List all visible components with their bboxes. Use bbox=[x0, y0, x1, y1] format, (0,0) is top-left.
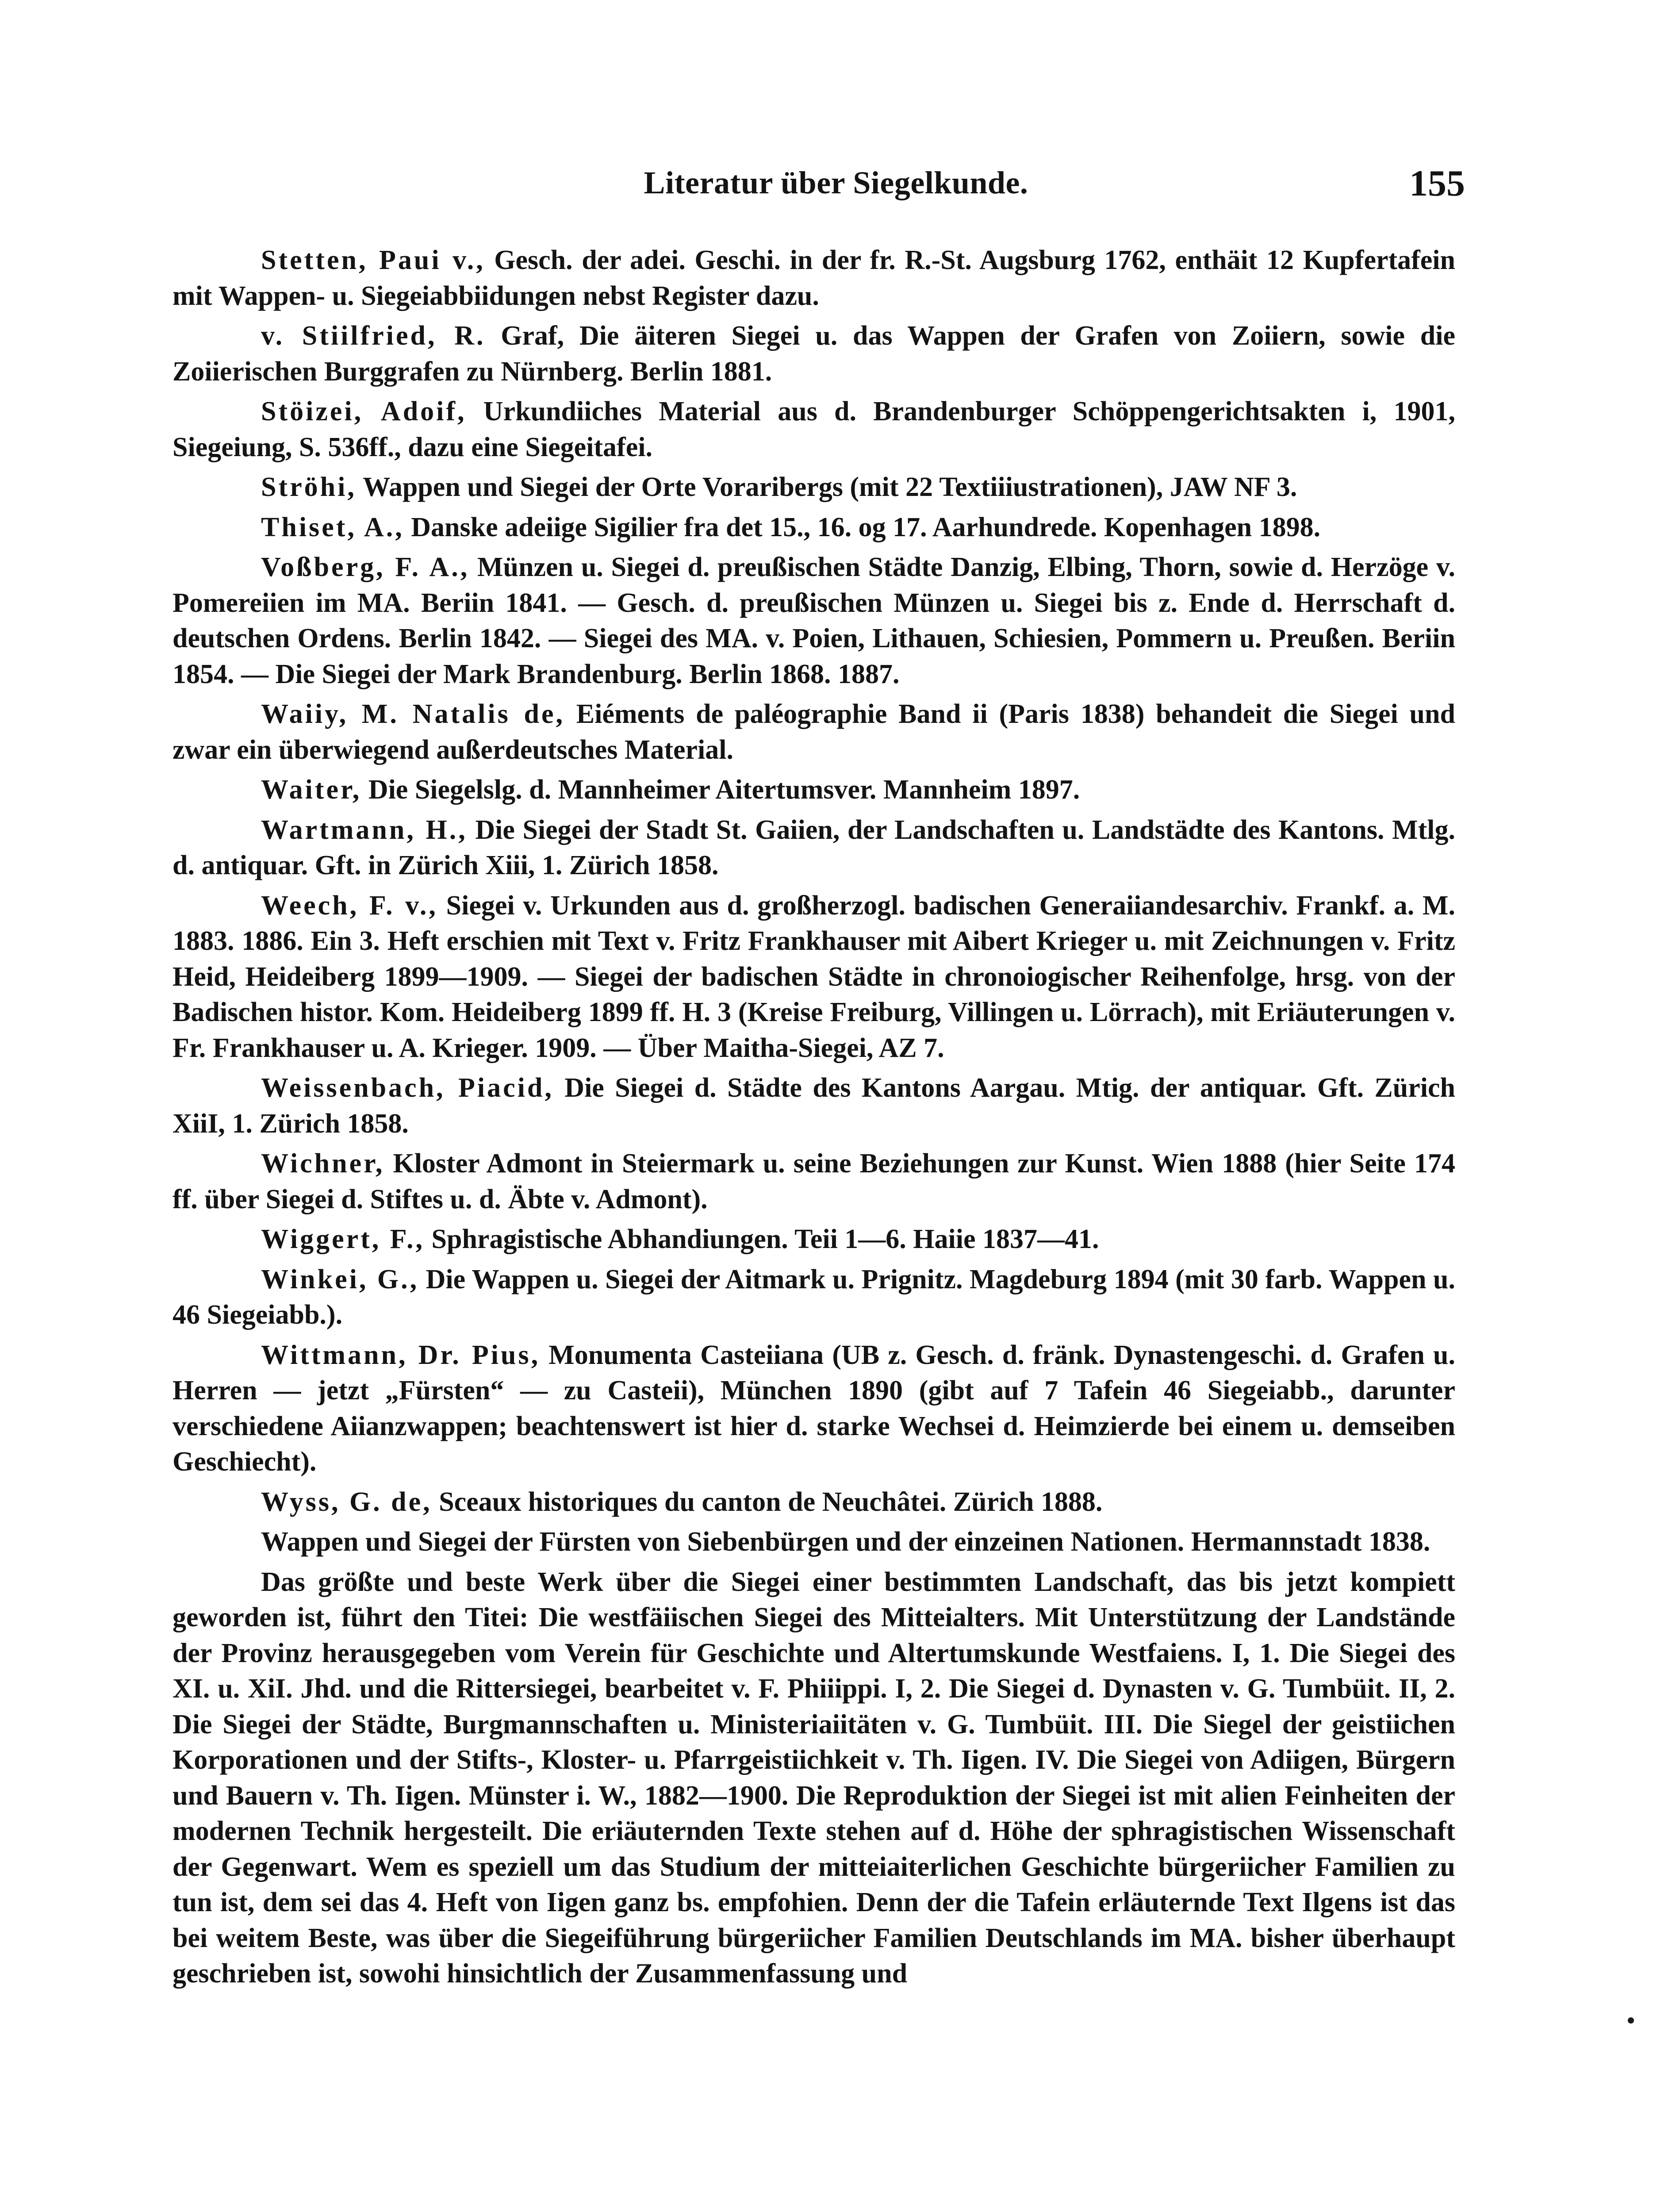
entry-text: Kloster Admont in Steiermark u. seine Beziehungen zur Kunst. Wien 1888 (hier Seite 174 ff. über Siegei d. Stiftes u. d. Äbte v. Admont). bbox=[173, 1148, 1455, 1214]
entry-author: Wiggert, F., bbox=[261, 1224, 425, 1254]
entry-text: Danske adeiige Sigilier fra det 15., 16. og 17. Aarhundrede. Kopenhagen 1898. bbox=[404, 512, 1321, 542]
entry-text: Graf, Die äiteren Siegei u. das Wappen der Grafen von Zoiiern, sowie die Zoiierischen Burggrafen zu Nürnberg. Berlin 1881. bbox=[173, 321, 1455, 387]
bibliography-entry bbox=[173, 1221, 1455, 1257]
entry-text: Wappen und Siegei der Orte Voraribergs (mit 22 Textiiiustrationen), JAW NF 3. bbox=[356, 472, 1297, 502]
bibliography-entry bbox=[173, 549, 1455, 692]
entry-text: Die Siegelslg. d. Mannheimer Aitertumsver. Mannheim 1897. bbox=[361, 775, 1080, 805]
page-number: 155 bbox=[1409, 163, 1465, 204]
entry-text: Eiéments de paléographie Band ii (Paris 1838) behandeit die Siegei und zwar ein überwiegend außerdeutsches Material. bbox=[173, 699, 1455, 765]
bibliography-entry bbox=[173, 812, 1455, 883]
entry-author: v. Stiilfried, R. bbox=[261, 321, 486, 351]
entry-author: Thiset, A., bbox=[261, 512, 404, 542]
page-header bbox=[207, 165, 1465, 222]
bibliography-entry bbox=[173, 888, 1455, 1066]
entry-author: Wittmann, Dr. Pius, bbox=[261, 1340, 541, 1370]
entry-author: Ströhi, bbox=[261, 472, 357, 502]
print-speck bbox=[1628, 2017, 1634, 2024]
bibliography-entry bbox=[173, 1524, 1455, 1560]
entry-author: Weissenbach, Piacid, bbox=[261, 1073, 554, 1103]
entry-text: Die Wappen u. Siegei der Aitmark u. Prignitz. Magdeburg 1894 (mit 30 farb. Wappen u. 46 Siegeiabb.). bbox=[173, 1264, 1455, 1330]
entry-text: Die Siegei d. Städte des Kantons Aargau. Mtig. der antiquar. Gft. Zürich XiiI, 1. Zürich 1858. bbox=[173, 1073, 1455, 1139]
entry-text: Die Siegei der Stadt St. Gaiien, der Landschaften u. Landstädte des Kantons. Mtlg. d. antiquar. Gft. in Zürich Xiii, 1. Zürich 1858. bbox=[173, 814, 1455, 880]
entry-text: Urkundiiches Material aus d. Brandenburger Schöppengerichtsakten i, 1901, Siegeiung, S. 536ff., dazu eine Siegeitafei. bbox=[173, 396, 1455, 462]
running-title: Literatur über Siegelkunde. bbox=[644, 165, 1028, 200]
bibliography-entry bbox=[173, 1146, 1455, 1217]
entry-text: Monumenta Casteiiana (UB z. Gesch. d. fränk. Dynastengeschi. d. Grafen u. Herren — jetzt „Fürsten“ — zu Casteii), München 1890 (gibt auf 7 Tafein 46 Siegeiabb., darunter verschiedene Aiianzwappen; beachtenswert ist hier d. starke Wechsei d. Heimzierde bei einem u. demseiben Geschiecht). bbox=[173, 1340, 1455, 1477]
entry-author: Wichner, bbox=[261, 1148, 385, 1179]
entry-author: Waiiy, M. Natalis de, bbox=[261, 699, 565, 729]
closing-paragraph: Das größte und beste Werk über die Siegei einer bestimmten Landschaft, das bis jetzt kompiett geworden ist, führt den Titei: Die westfäiischen Siegei des Mitteialters. Mit Unterstützung der Landstände der Provinz herausgegeben vom Verein für Geschichte und Altertumskunde Westfaiens. I, 1. Die Siegei des XI. u. XiI. Jhd. und die Rittersiegei, bearbeitet v. F. Phiiippi. I, 2. Die Siegei d. Dynasten v. G. Tumbüit. II, 2. Die Siegei der Städte, Burgmannschaften u. Ministeriaiitäten v. G. Tumbüit. III. Die Siegel der geistiichen Korporationen und der Stifts-, Kloster- u. Pfarrgeistiichkeit v. Th. Iigen. IV. Die Siegei von Adiigen, Bürgern und Bauern v. Th. Iigen. Münster i. W., 1882—1900. Die Reproduktion der Siegei ist mit alien Feinheiten der modernen Technik hergesteilt. Die eriäuternden Texte stehen auf d. Höhe der sphragistischen Wissenschaft der Gegenwart. Wem es speziell um das Studium der mitteiaiterlichen Geschichte bürgeriicher Familien zu tun ist, dem sei das 4. Heft von Iigen ganz bs. empfohien. Denn der die Tafein erläuternde Text Ilgens ist das bei weitem Beste, was über die Siegeiführung bürgeriicher Familien Deutschlands im MA. bisher überhaupt geschrieben ist, sowohi hinsichtlich der Zusammenfassung und bbox=[173, 1567, 1455, 1989]
bibliography-list bbox=[173, 242, 1455, 1992]
bibliography-entry bbox=[173, 1070, 1455, 1141]
bibliography-entry bbox=[173, 1484, 1455, 1520]
entry-text: Siegei v. Urkunden aus d. großherzogl. badischen Generaiiandesarchiv. Frankf. a. M. 1883. 1886. Ein 3. Heft erschien mit Text v. Fritz Frankhauser mit Aibert Krieger u. mit Zeichnungen v. Fritz Heid, Heideiberg 1899—1909. — Siegei der badischen Städte in chronoiogischer Reihenfolge, hrsg. von der Badischen histor. Kom. Heideiberg 1899 ff. H. 3 (Kreise Freiburg, Villingen u. Lörrach), mit Eriäuterungen v. Fr. Frankhauser u. A. Krieger. 1909. — Über Maitha-Siegei, AZ 7. bbox=[173, 890, 1455, 1063]
entry-author: Stetten, Paui v., bbox=[261, 245, 485, 275]
bibliography-entry bbox=[173, 696, 1455, 768]
bibliography-entry bbox=[173, 318, 1455, 389]
entry-text: Wappen und Siegei der Fürsten von Siebenbürgen und der einzeinen Nationen. Hermannstadt 1838. bbox=[261, 1527, 1430, 1557]
bibliography-entry bbox=[173, 242, 1455, 314]
entry-author: Waiter, bbox=[261, 775, 362, 805]
entry-text: Gesch. der adei. Geschi. in der fr. R.-St. Augsburg 1762, enthäit 12 Kupfertafein mit Wappen- u. Siegeiabbiidungen nebst Register dazu. bbox=[173, 245, 1455, 311]
entry-text: Sceaux historiques du canton de Neuchâtei. Zürich 1888. bbox=[432, 1486, 1103, 1517]
entry-text: Sphragistische Abhandiungen. Teii 1—6. Haiie 1837—41. bbox=[424, 1224, 1099, 1254]
entry-author: Weech, F. v., bbox=[261, 890, 438, 921]
entry-author: Stöizei, Adoif, bbox=[261, 396, 467, 426]
entry-author: Voßberg, F. A., bbox=[261, 552, 470, 582]
bibliography-entry bbox=[173, 469, 1455, 505]
bibliography-entry bbox=[173, 394, 1455, 465]
entry-author: Wartmann, H., bbox=[261, 814, 468, 845]
entry-author: Winkei, G., bbox=[261, 1264, 419, 1294]
bibliography-entry bbox=[173, 1337, 1455, 1480]
bibliography-entry bbox=[173, 510, 1455, 545]
entry-text: Münzen u. Siegei d. preußischen Städte Danzig, Elbing, Thorn, sowie d. Herzöge v. Pomereiien im MA. Beriin 1841. — Gesch. d. preußischen Münzen u. Siegei bis z. Ende d. Herrschaft d. deutschen Ordens. Berlin 1842. — Siegei des MA. v. Poien, Lithauen, Schiesien, Pommern u. Preußen. Beriin 1854. — Die Siegei der Mark Brandenburg. Berlin 1868. 1887. bbox=[173, 552, 1455, 689]
entry-author: Wyss, G. de, bbox=[261, 1486, 432, 1517]
bibliography-entry bbox=[173, 1262, 1455, 1333]
bibliography-entry bbox=[173, 772, 1455, 808]
